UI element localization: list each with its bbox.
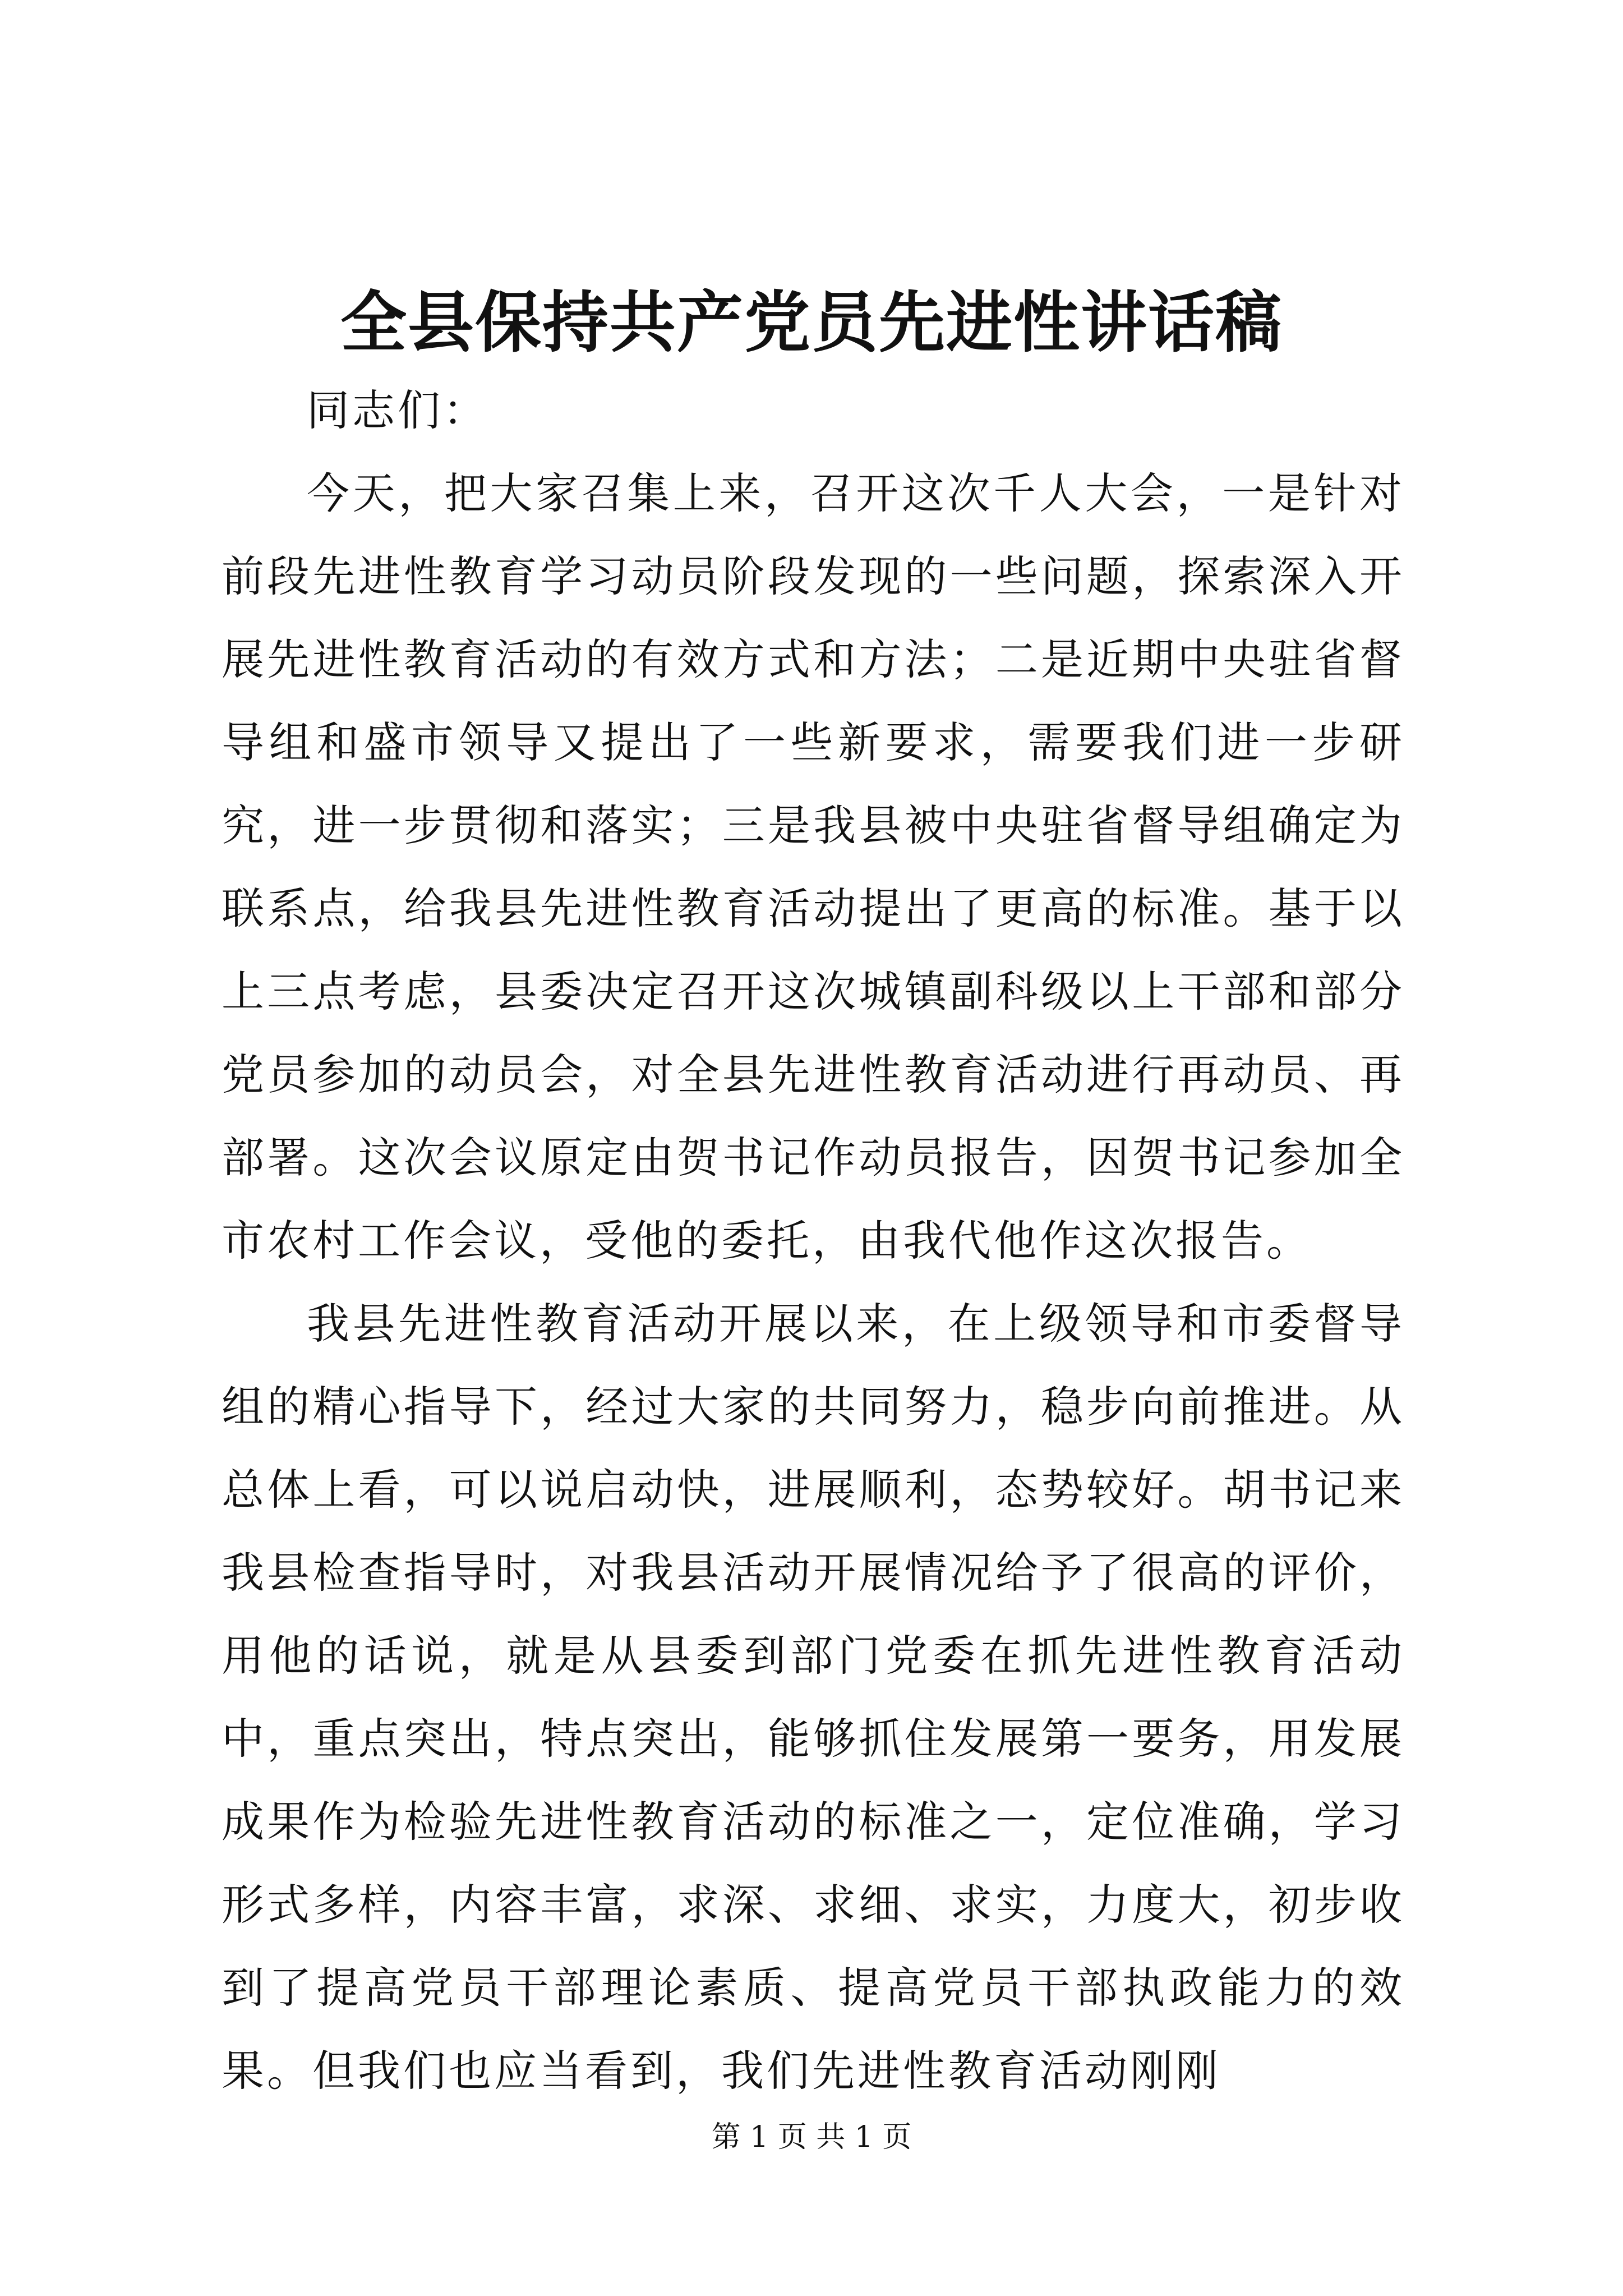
document-title: 全县保持共产党员先进性讲话稿 <box>340 283 1283 361</box>
salutation: 同志们： <box>307 385 488 435</box>
paragraph-1: 今天，把大家召集上来，召开这次千人大会，一是针对前段先进性教育学习动员阶段发现的一些问题，探索深入开展先进性教育活动的有效方式和方法；二是近期中央驻省督导组和盛市领导又提出了一些新要求，需要我们进一步研究，进一步贯彻和落实；三是我县被中央驻省督导组确定为联系点，给我县先进性教育活动提出了更高的标准。基于以上三点考虑，县委决定召开这次城镇副科级以上干部和部分党员参加的动员会，对全县先进性教育活动进行再动员、再部署。这次会议原定由贺书记作动员报告，因贺书记参加全市农村工作会议，受他的委托，由我代他作这次报告。 <box>222 468 1405 1266</box>
page-footer: 第 1 页 共 1 页 <box>711 2120 912 2154</box>
paragraph-2: 我县先进性教育活动开展以来，在上级领导和市委督导组的精心指导下，经过大家的共同努力，稳步向前推进。从总体上看，可以说启动快，进展顺利，态势较好。胡书记来我县检查指导时，对我县活动开展情况给予了很高的评价，用他的话说，就是从县委到部门党委在抓先进性教育活动中，重点突出，特点突出，能够抓住发展第一要务，用发展成果作为检验先进性教育活动的标准之一，定位准确，学习形式多样，内容丰富，求深、求细、求实，力度大，初步收到了提高党员干部理论素质、提高党员干部执政能力的效果。但我们也应当看到，我们先进性教育活动刚刚 <box>222 1299 1405 2096</box>
document-body <box>222 369 1405 2113</box>
